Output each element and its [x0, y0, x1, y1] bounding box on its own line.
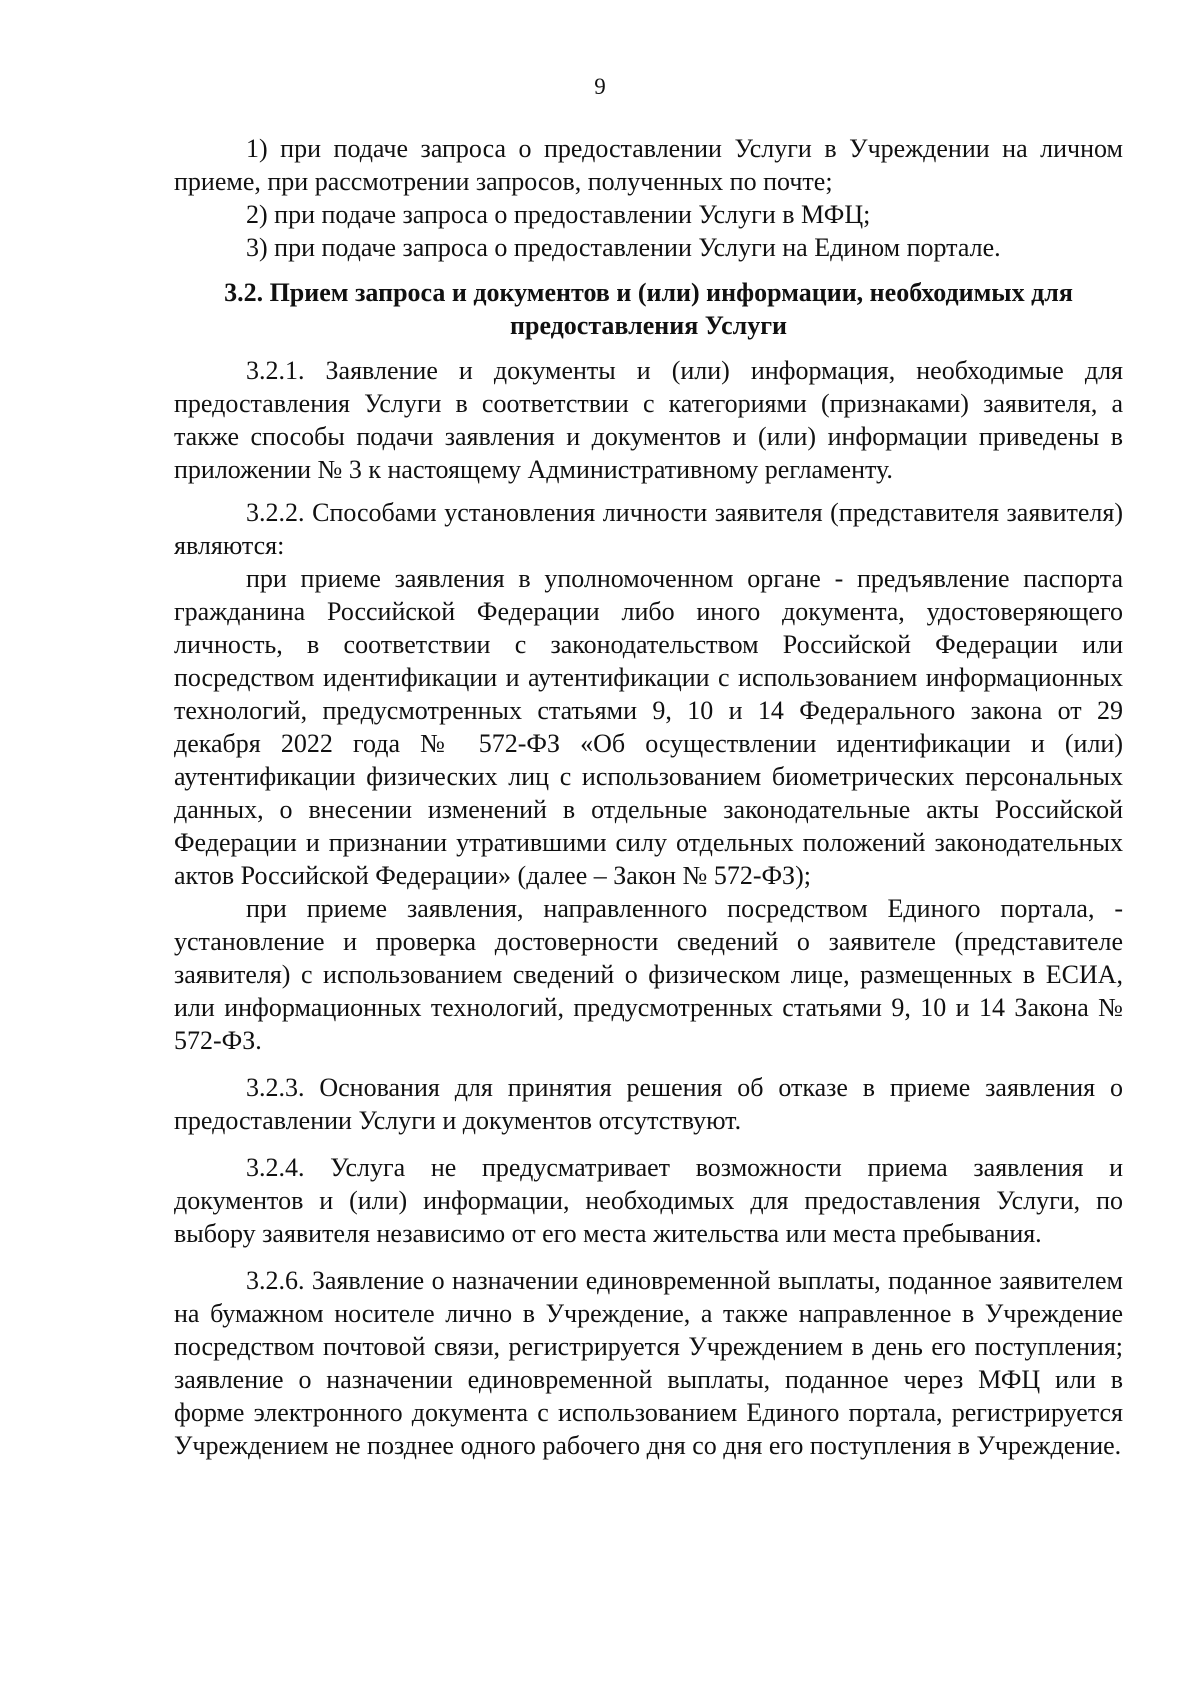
page-number: 9	[594, 74, 606, 99]
list-item-1: 1) при подаче запроса о предоставлении Услуги в Учреждении на личном приеме, при рассмотрении запросов, полученных по почте;	[174, 134, 1123, 196]
list-item-2: 2) при подаче запроса о предоставлении Услуги в МФЦ;	[246, 200, 871, 229]
list-item-3: 3) при подаче запроса о предоставлении Услуги на Едином портале.	[246, 233, 1001, 262]
section-heading: 3.2. Прием запроса и документов и (или) информации, необходимых для предоставления Услуги	[224, 278, 1073, 340]
paragraph-3-2-2: 3.2.2. Способами установления личности заявителя (представителя заявителя) являются:	[174, 498, 1123, 560]
document-body	[174, 132, 1123, 1462]
paragraph-identification-portal: при приеме заявления, направленного посредством Единого портала, - установление и проверка достоверности сведений о заявителе (представителе заявителя) с использованием сведений о физическом лице, размещенных в ЕСИА, или информационных технологий, предусмотренных статьями 9, 10 и 14 Закона № 572-ФЗ.	[174, 894, 1123, 1055]
paragraph-3-2-3: 3.2.3. Основания для принятия решения об отказе в приеме заявления о предоставлении Услуги и документов отсутствуют.	[174, 1073, 1123, 1135]
paragraph-3-2-6: 3.2.6. Заявление о назначении единовременной выплаты, поданное заявителем на бумажном носителе лично в Учреждение, а также направленное в Учреждение посредством почтовой связи, регистрируется Учреждением в день его поступления; заявление о назначении единовременной выплаты, поданное через МФЦ или в форме электронного документа с использованием Единого портала, регистрируется Учреждением не позднее одного рабочего дня со дня его поступления в Учреждение.	[174, 1266, 1123, 1460]
paragraph-3-2-1: 3.2.1. Заявление и документы и (или) информация, необходимые для предоставления Услуги в соответствии с категориями (признаками) заявителя, а также способы подачи заявления и документов и (или) информации приведены в приложении № 3 к настоящему Административному регламенту.	[174, 356, 1123, 484]
paragraph-identification-in-person: при приеме заявления в уполномоченном органе - предъявление паспорта гражданина Российской Федерации либо иного документа, удостоверяющего личность, в соответствии с законодательством Российской Федерации или посредством идентификации и аутентификации с использованием информационных технологий, предусмотренных статьями 9, 10 и 14 Федерального закона от 29 декабря 2022 года № 572-ФЗ «Об осуществлении идентификации и (или) аутентификации физических лиц с использованием биометрических персональных данных, о внесении изменений в отдельные законодательные акты Российской Федерации и признании утратившими силу отдельных положений законодательных актов Российской Федерации» (далее – Закон № 572-ФЗ);	[174, 564, 1123, 890]
paragraph-3-2-4: 3.2.4. Услуга не предусматривает возможности приема заявления и документов и (или) информации, необходимых для предоставления Услуги, по выбору заявителя независимо от его места жительства или места пребывания.	[174, 1153, 1123, 1248]
